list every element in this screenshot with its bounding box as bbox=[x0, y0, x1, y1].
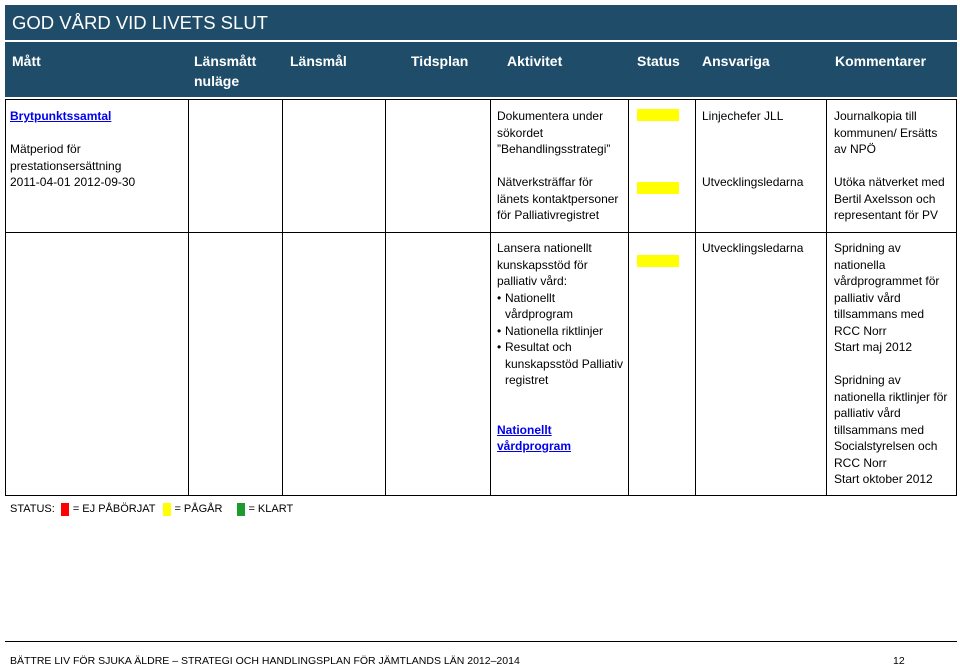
comment-text: Journalkopia till kommunen/ Ersätts av NPÖ bbox=[834, 109, 938, 156]
activity-text: Dokumentera under sökordet ”Behandlingsstrategi” bbox=[497, 109, 611, 156]
measure-period-text: Mätperiod för prestationsersättning 2011-04-01 2012-09-30 bbox=[10, 142, 136, 189]
page-title: GOD VÅRD VID LIVETS SLUT bbox=[12, 12, 268, 33]
cell-matt bbox=[6, 233, 189, 495]
comment-text: Spridning av nationella riktlinjer för palliativ vård tillsammans med Socialstyrelsen och RCC Norr Start oktober 2012 bbox=[834, 373, 948, 486]
cell-lansmatt-nulage bbox=[189, 100, 283, 232]
title-bar bbox=[5, 5, 957, 40]
column-header-tidsplan: Tidsplan bbox=[411, 53, 469, 69]
page-number: 12 bbox=[893, 655, 905, 667]
footer-rule bbox=[5, 641, 957, 642]
bullet-item: • Nationella riktlinjer bbox=[497, 323, 628, 340]
cell-kommentarer bbox=[827, 233, 956, 495]
cell-status bbox=[629, 100, 696, 232]
brytpunktssamtal-link[interactable]: Brytpunktssamtal bbox=[10, 109, 112, 123]
responsible-text: Linjechefer JLL bbox=[702, 109, 784, 123]
responsible-text: Utvecklingsledarna bbox=[702, 241, 804, 255]
cell-aktivitet bbox=[491, 233, 629, 495]
action-plan-table bbox=[5, 99, 957, 496]
comment-text: Spridning av nationella vårdprogrammet för palliativ vård tillsammans med RCC Norr Start maj 2012 bbox=[834, 241, 940, 354]
bullet-item: • Resultat och kunskapsstöd Palliativ registret bbox=[497, 339, 628, 389]
legend-swatch-not-started bbox=[61, 503, 69, 516]
column-header-aktivitet: Aktivitet bbox=[507, 53, 563, 69]
comment-text: Utöka nätverket med Bertil Axelsson och representant för PV bbox=[834, 175, 945, 222]
legend-label-done: = KLART bbox=[248, 503, 294, 515]
status-legend-label: STATUS: bbox=[10, 503, 55, 515]
table-row bbox=[6, 233, 956, 495]
column-header-matt: Mått bbox=[12, 53, 41, 69]
cell-lansmatt-nulage bbox=[189, 233, 283, 495]
responsible-text: Utvecklingsledarna bbox=[702, 175, 804, 189]
column-header-kommentarer: Kommentarer bbox=[835, 53, 927, 69]
cell-lansmal bbox=[283, 233, 386, 495]
table-header bbox=[5, 42, 957, 97]
nationellt-vardprogram-link[interactable]: Nationellt vårdprogram bbox=[497, 422, 572, 453]
cell-lansmal bbox=[283, 100, 386, 232]
status-legend bbox=[10, 503, 293, 516]
cell-kommentarer bbox=[827, 100, 956, 232]
cell-ansvariga bbox=[696, 233, 827, 495]
legend-label-not-started: = EJ PÅBÖRJAT bbox=[72, 503, 156, 515]
activity-bullet-list bbox=[497, 290, 628, 389]
activity-intro: Lansera nationellt kunskapsstöd för palliativ vård: bbox=[497, 241, 592, 288]
activity-text: Nätverksträffar för länets kontaktpersoner för Palliativregistret bbox=[497, 175, 619, 222]
column-header-lansmatt-nulage: Länsmått nuläge bbox=[194, 53, 257, 89]
bullet-item: • Nationellt vårdprogram bbox=[497, 290, 628, 323]
column-header-status: Status bbox=[637, 53, 680, 69]
column-header-lansmal: Länsmål bbox=[290, 53, 347, 69]
cell-aktivitet bbox=[491, 100, 629, 232]
status-marker bbox=[637, 182, 679, 194]
legend-swatch-in-progress bbox=[163, 503, 171, 516]
cell-status bbox=[629, 233, 696, 495]
column-header-ansvariga: Ansvariga bbox=[702, 53, 770, 69]
cell-ansvariga bbox=[696, 100, 827, 232]
cell-tidsplan bbox=[386, 100, 491, 232]
legend-swatch-done bbox=[237, 503, 245, 516]
footer-text: BÄTTRE LIV FÖR SJUKA ÄLDRE – STRATEGI OCH HANDLINGSPLAN FÖR JÄMTLANDS LÄN 2012–2014 bbox=[10, 655, 520, 667]
cell-tidsplan bbox=[386, 233, 491, 495]
legend-label-in-progress: = PÅGÅR bbox=[174, 503, 223, 515]
table-row bbox=[6, 100, 956, 233]
status-marker bbox=[637, 109, 679, 121]
status-marker bbox=[637, 255, 679, 267]
cell-matt bbox=[6, 100, 189, 232]
